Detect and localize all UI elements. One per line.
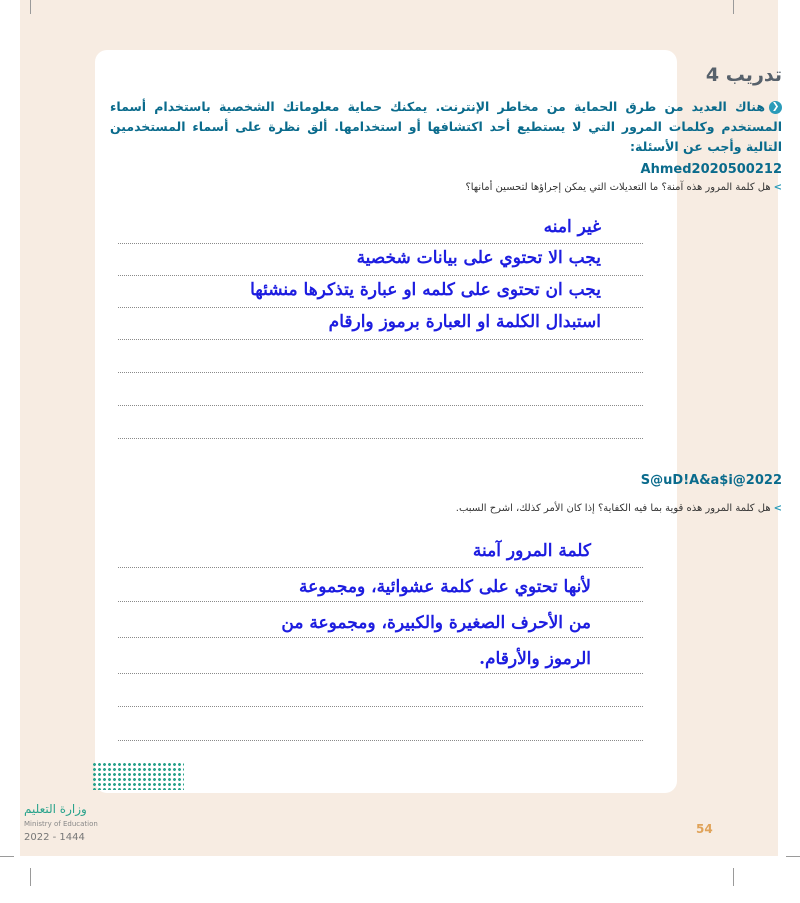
writing-line	[118, 567, 643, 568]
answer-line-2-4: الرموز والأرقام.	[479, 649, 591, 669]
answer-line-1-2: يجب الا تحتوي على بيانات شخصية	[356, 248, 601, 268]
question-2-text: هل كلمة المرور هذه قوية بما فيه الكفاية؟ إذا كان الأمر كذلك، اشرح السبب.	[455, 503, 771, 514]
bullet-arrow-icon: ❮	[769, 101, 782, 114]
answer-line-2-3: من الأحرف الصغيرة والكبيرة، ومجموعة من	[281, 613, 591, 633]
writing-line	[118, 637, 643, 638]
ministry-logo-icon	[92, 762, 184, 790]
question-arrow-icon: >	[773, 182, 782, 193]
writing-line	[118, 438, 643, 439]
writing-line	[118, 601, 643, 602]
exercise-title: تدريب 4	[705, 64, 782, 86]
crop-mark	[30, 0, 31, 14]
writing-line	[118, 307, 643, 308]
answer-line-1-3: يجب ان تحتوى على كلمه او عبارة يتذكرها منشئها	[250, 280, 601, 300]
answer-line-1-1: غير امنه	[543, 217, 601, 237]
question-arrow-icon: >	[773, 503, 782, 514]
writing-line	[118, 372, 643, 373]
answer-line-2-1: كلمة المرور آمنة	[472, 541, 591, 561]
writing-line	[118, 706, 643, 707]
crop-mark	[0, 856, 14, 857]
intro-text: هناك العديد من طرق الحماية من مخاطر الإنترنت. يمكنك حماية معلوماتك الشخصية باستخدام أسماء المستخدم وكلمات المرور التي لا يستطيع أحد اكتشافها أو استخدامها. ألق نظرة على أسماء المستخدمين التالية وأجب عن الأسئلة:	[110, 99, 782, 154]
ministry-name-arabic: وزارة التعليم	[24, 802, 87, 816]
writing-line	[118, 275, 643, 276]
question-1-text: هل كلمة المرور هذه آمنة؟ ما التعديلات التي يمكن إجراؤها لتحسين أمانها؟	[465, 182, 771, 193]
username-2: S@uD!A&a$i@2022	[640, 473, 782, 488]
writing-line	[118, 243, 643, 244]
writing-line	[118, 405, 643, 406]
exercise-intro	[110, 97, 782, 157]
writing-line	[118, 339, 643, 340]
ministry-name-english: Ministry of Education	[24, 820, 98, 828]
writing-line	[118, 673, 643, 674]
answer-line-1-4: استبدال الكلمة او العبارة برموز وارقام	[328, 312, 601, 332]
crop-mark	[30, 868, 31, 886]
ministry-year: 2022 - 1444	[24, 832, 85, 843]
question-1	[110, 182, 782, 193]
crop-mark	[786, 856, 800, 857]
crop-mark	[733, 868, 734, 886]
question-2	[110, 503, 782, 514]
writing-line	[118, 740, 643, 741]
answer-line-2-2: لأنها تحتوي على كلمة عشوائية، ومجموعة	[299, 577, 591, 597]
page-number: 54	[696, 822, 713, 836]
crop-mark	[733, 0, 734, 14]
username-1: Ahmed2020500212	[640, 162, 782, 177]
